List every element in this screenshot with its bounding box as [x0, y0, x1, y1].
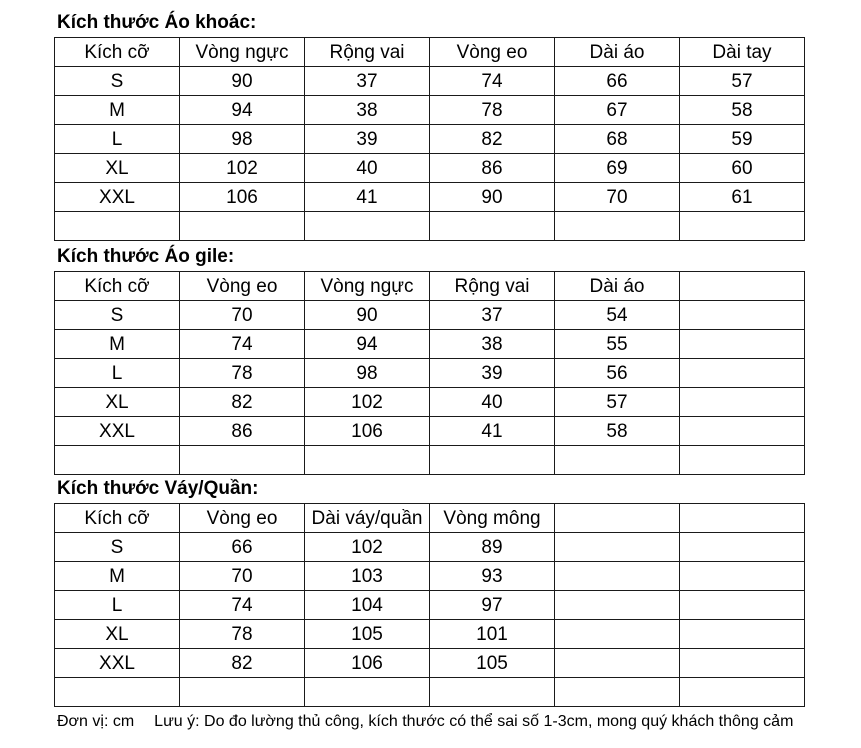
table-cell: [555, 620, 680, 649]
table-cell: 82: [430, 125, 555, 154]
table-cell: 66: [180, 533, 305, 562]
table-row: [55, 649, 805, 678]
table-cell: [680, 533, 805, 562]
table-cell: 94: [305, 330, 430, 359]
table-row: [55, 67, 805, 96]
section-title-vay-quan: Kích thước Váy/Quần:: [57, 478, 259, 499]
table-cell: 102: [180, 154, 305, 183]
table-cell: [305, 212, 430, 241]
table-cell: 94: [180, 96, 305, 125]
table-cell: XXL: [55, 417, 180, 446]
table-cell: 69: [555, 154, 680, 183]
table-cell: 57: [680, 67, 805, 96]
table-cell: 58: [555, 417, 680, 446]
size-table-vay-quan: [54, 503, 805, 707]
table-cell: [180, 446, 305, 475]
table-cell: [555, 678, 680, 707]
unit-text: Đơn vị: cm: [57, 713, 135, 730]
table-row: [55, 125, 805, 154]
table-cell: 70: [180, 301, 305, 330]
table-header-row: [55, 38, 805, 67]
table-header-row: [55, 504, 805, 533]
table-cell: XXL: [55, 183, 180, 212]
table-cell: 82: [180, 649, 305, 678]
table-cell: 78: [180, 620, 305, 649]
table-cell: [555, 212, 680, 241]
table-row: [55, 562, 805, 591]
table-cell: 90: [430, 183, 555, 212]
table-cell: M: [55, 562, 180, 591]
table-cell: [680, 678, 805, 707]
table-row: [55, 96, 805, 125]
table-cell: [180, 212, 305, 241]
table-cell: 105: [430, 649, 555, 678]
table-row: [55, 620, 805, 649]
table-cell: XXL: [55, 649, 180, 678]
table-cell: [305, 678, 430, 707]
table-cell: [680, 330, 805, 359]
table-cell: 59: [680, 125, 805, 154]
header-cell: Kích cỡ: [55, 38, 180, 67]
table-cell: 74: [180, 330, 305, 359]
table-cell: [55, 212, 180, 241]
header-cell: Rộng vai: [430, 272, 555, 301]
table-cell: 78: [180, 359, 305, 388]
table-cell: 102: [305, 533, 430, 562]
section-title-ao-khoac: Kích thước Áo khoác:: [57, 12, 257, 33]
table-cell: 70: [180, 562, 305, 591]
size-table-ao-gile: [54, 271, 805, 475]
header-cell: Kích cỡ: [55, 272, 180, 301]
table-row: [55, 212, 805, 241]
table-cell: 37: [430, 301, 555, 330]
table-cell: 106: [305, 649, 430, 678]
table-cell: XL: [55, 620, 180, 649]
header-cell: Dài váy/quần: [305, 504, 430, 533]
table-row: [55, 417, 805, 446]
table-row: [55, 359, 805, 388]
table-cell: 102: [305, 388, 430, 417]
table-cell: 54: [555, 301, 680, 330]
header-cell: [680, 504, 805, 533]
table-header-row: [55, 272, 805, 301]
table-cell: 89: [430, 533, 555, 562]
table-row: [55, 183, 805, 212]
table-cell: L: [55, 359, 180, 388]
table-cell: 86: [430, 154, 555, 183]
table-cell: 74: [180, 591, 305, 620]
table-cell: 39: [305, 125, 430, 154]
table-cell: [55, 678, 180, 707]
table-row: [55, 446, 805, 475]
table-cell: 74: [430, 67, 555, 96]
header-cell: Dài áo: [555, 38, 680, 67]
table-cell: [680, 562, 805, 591]
table-cell: 105: [305, 620, 430, 649]
table-row: [55, 154, 805, 183]
table-cell: 70: [555, 183, 680, 212]
table-cell: 101: [430, 620, 555, 649]
table-cell: 106: [180, 183, 305, 212]
table-cell: [555, 446, 680, 475]
table-cell: [680, 649, 805, 678]
table-cell: 58: [680, 96, 805, 125]
table-cell: 90: [180, 67, 305, 96]
table-cell: 97: [430, 591, 555, 620]
table-cell: XL: [55, 154, 180, 183]
header-cell: Vòng eo: [430, 38, 555, 67]
table-cell: [680, 301, 805, 330]
table-cell: [680, 212, 805, 241]
header-cell: Vòng ngực: [305, 272, 430, 301]
header-cell: [555, 504, 680, 533]
table-cell: 93: [430, 562, 555, 591]
table-cell: 55: [555, 330, 680, 359]
table-row: [55, 591, 805, 620]
header-cell: [680, 272, 805, 301]
header-cell: Vòng eo: [180, 272, 305, 301]
header-cell: Vòng ngực: [180, 38, 305, 67]
table-row: [55, 330, 805, 359]
table-cell: 57: [555, 388, 680, 417]
table-cell: L: [55, 125, 180, 154]
table-cell: [680, 591, 805, 620]
size-table-ao-khoac: [54, 37, 805, 241]
table-cell: M: [55, 96, 180, 125]
table-cell: 66: [555, 67, 680, 96]
table-cell: 106: [305, 417, 430, 446]
table-cell: 78: [430, 96, 555, 125]
table-row: [55, 388, 805, 417]
table-cell: 86: [180, 417, 305, 446]
table-cell: 38: [305, 96, 430, 125]
table-cell: 61: [680, 183, 805, 212]
table-cell: [180, 678, 305, 707]
table-cell: 103: [305, 562, 430, 591]
table-cell: [555, 533, 680, 562]
table-cell: 40: [430, 388, 555, 417]
table-cell: [555, 562, 680, 591]
header-cell: Vòng mông: [430, 504, 555, 533]
table-cell: [430, 446, 555, 475]
table-cell: 39: [430, 359, 555, 388]
table-cell: [430, 212, 555, 241]
table-cell: 98: [180, 125, 305, 154]
table-cell: [555, 649, 680, 678]
table-cell: 37: [305, 67, 430, 96]
table-cell: [430, 678, 555, 707]
disclaimer-text: Lưu ý: Do đo lường thủ công, kích thước có thể sai số 1-3cm, mong quý khách thông cảm: [154, 713, 794, 730]
table-cell: 41: [305, 183, 430, 212]
table-cell: 56: [555, 359, 680, 388]
table-row: [55, 678, 805, 707]
table-cell: 41: [430, 417, 555, 446]
table-cell: 60: [680, 154, 805, 183]
table-cell: L: [55, 591, 180, 620]
table-cell: [305, 446, 430, 475]
header-cell: Kích cỡ: [55, 504, 180, 533]
table-row: [55, 533, 805, 562]
table-cell: [555, 591, 680, 620]
header-cell: Rộng vai: [305, 38, 430, 67]
section-title-ao-gile: Kích thước Áo gile:: [57, 246, 235, 267]
header-cell: Vòng eo: [180, 504, 305, 533]
table-cell: 38: [430, 330, 555, 359]
table-cell: 104: [305, 591, 430, 620]
footer-note: [57, 712, 793, 732]
table-cell: [55, 446, 180, 475]
table-cell: XL: [55, 388, 180, 417]
table-cell: [680, 388, 805, 417]
table-cell: 98: [305, 359, 430, 388]
table-cell: [680, 417, 805, 446]
table-cell: 40: [305, 154, 430, 183]
table-cell: 68: [555, 125, 680, 154]
table-cell: M: [55, 330, 180, 359]
table-cell: 82: [180, 388, 305, 417]
table-cell: 67: [555, 96, 680, 125]
table-cell: 90: [305, 301, 430, 330]
table-row: [55, 301, 805, 330]
header-cell: Dài tay: [680, 38, 805, 67]
table-cell: S: [55, 301, 180, 330]
table-cell: S: [55, 533, 180, 562]
header-cell: Dài áo: [555, 272, 680, 301]
table-cell: [680, 359, 805, 388]
table-cell: S: [55, 67, 180, 96]
table-cell: [680, 620, 805, 649]
table-cell: [680, 446, 805, 475]
